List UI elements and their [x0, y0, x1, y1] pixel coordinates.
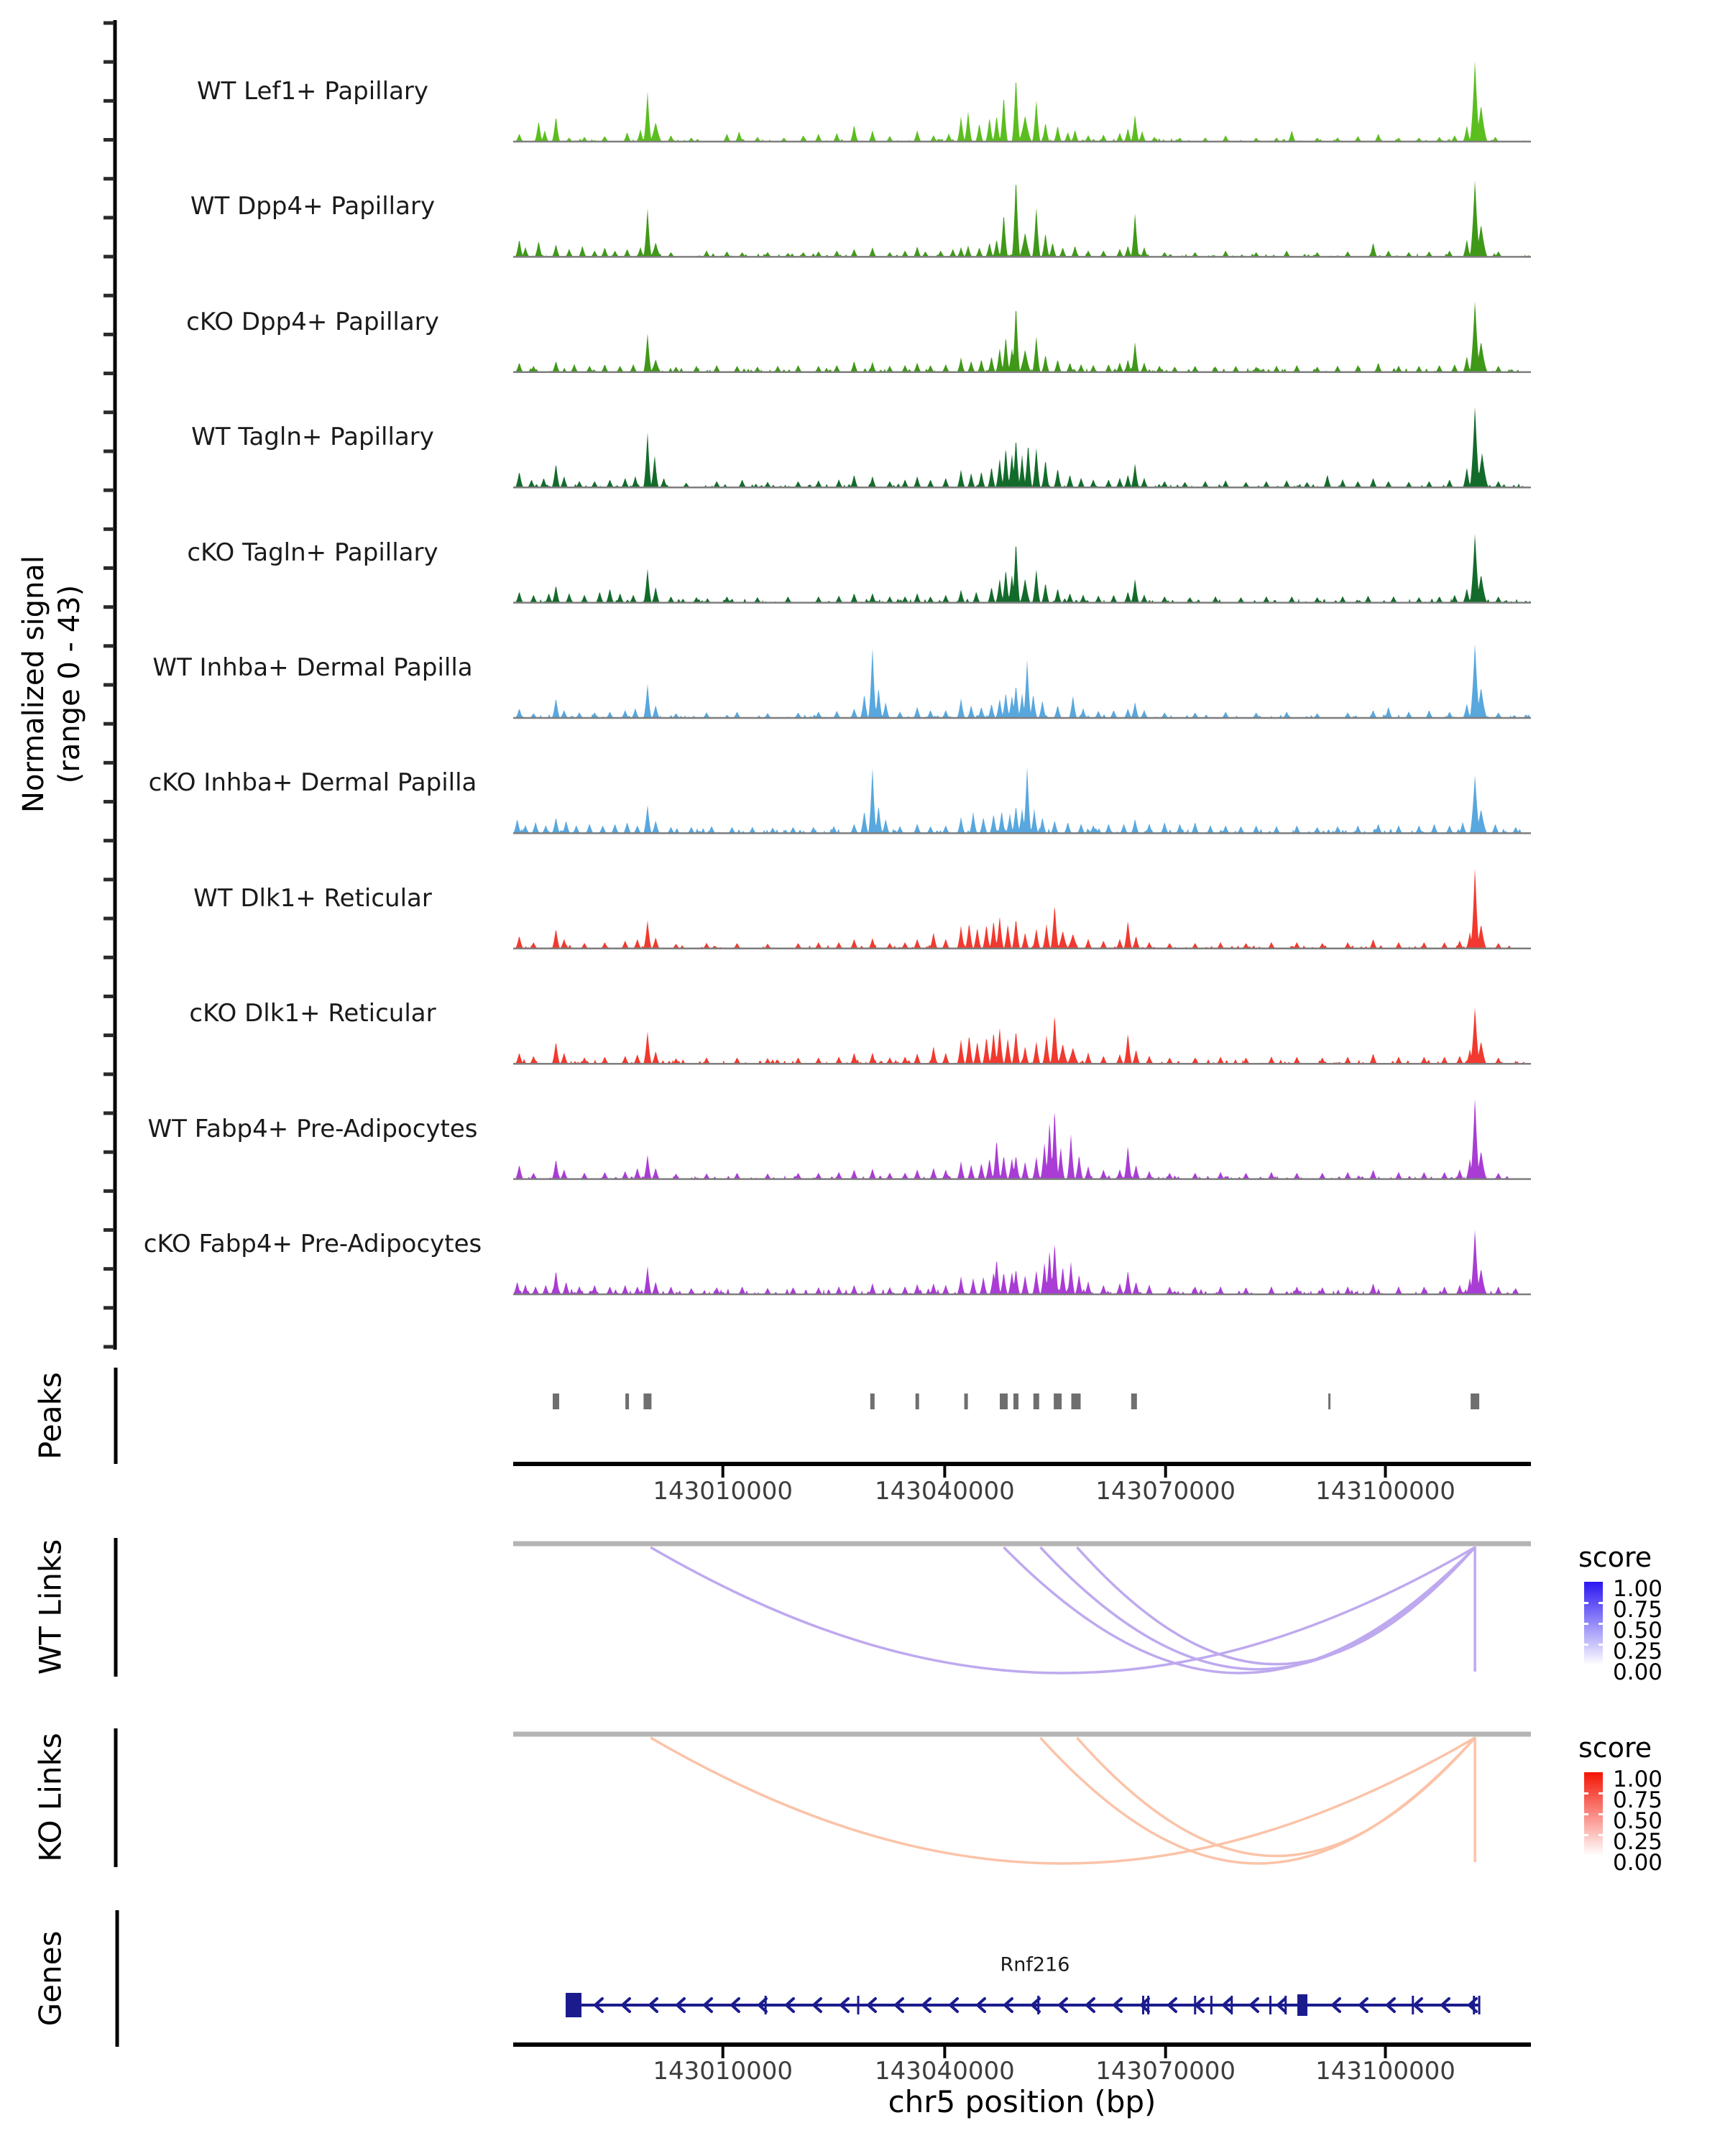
peak-box: [965, 1393, 968, 1409]
track-label: cKO Tagln+ Papillary: [187, 538, 438, 567]
x-axis-tick-label: 143070000: [1095, 2057, 1236, 2086]
track-label: WT Dpp4+ Papillary: [190, 192, 436, 221]
x-axis-tick-label: 143040000: [875, 2057, 1015, 2086]
link-arc: [650, 1738, 1475, 1864]
wt-links-score-legend: [1578, 1542, 1722, 1685]
legend-tick-mark: [1584, 1792, 1588, 1795]
track-label: WT Lef1+ Papillary: [196, 77, 429, 106]
track-label: WT Inhba+ Dermal Papilla: [152, 653, 473, 682]
legend-tick-mark: [1598, 1623, 1603, 1625]
peak-box: [1328, 1393, 1330, 1409]
signal-area-2: [513, 180, 1531, 257]
track-label: cKO Inhba+ Dermal Papilla: [148, 768, 477, 798]
legend-tick-mark: [1598, 1644, 1603, 1646]
legend-tick-label: 0.50: [1613, 1618, 1663, 1644]
y-axis-label-line1: Normalized signal: [17, 556, 50, 813]
peak-box: [1471, 1393, 1479, 1409]
legend-tick-label: 0.75: [1613, 1597, 1663, 1623]
peak-box: [1013, 1393, 1018, 1409]
signal-area-4: [513, 407, 1531, 487]
legend-tick-label: 1.00: [1613, 1576, 1663, 1602]
x-axis-title: chr5 position (bp): [888, 2084, 1156, 2119]
wt-legend-gradient-bar: [1584, 1582, 1603, 1665]
x-axis-tick-label: 143100000: [1315, 2057, 1455, 2086]
legend-tick-mark: [1598, 1602, 1603, 1604]
peak-box: [1034, 1393, 1039, 1409]
track-label: WT Tagln+ Papillary: [191, 423, 434, 452]
legend-tick-mark: [1584, 1602, 1588, 1604]
peak-box: [1000, 1393, 1008, 1409]
legend-tick-label: 1.00: [1613, 1766, 1663, 1792]
link-arc: [1077, 1738, 1475, 1856]
peak-box: [643, 1393, 651, 1409]
y-axis-label-line2: (range 0 - 43): [53, 584, 86, 784]
y-axis-label: [16, 556, 88, 813]
peak-box: [1131, 1393, 1137, 1409]
track-label: cKO Dpp4+ Papillary: [186, 307, 439, 336]
legend-tick-mark: [1598, 1792, 1603, 1795]
link-arc: [650, 1547, 1475, 1673]
signal-area-5: [513, 534, 1531, 602]
gene-terminal-exon-box: [566, 1993, 581, 2017]
legend-tick-label: 0.00: [1613, 1659, 1663, 1685]
ko-links-score-legend: [1578, 1732, 1722, 1876]
signal-area-8: [513, 868, 1531, 949]
x-axis-tick-label: 143070000: [1095, 1477, 1236, 1506]
ko-legend-tick-labels: [1613, 1766, 1663, 1876]
signal-area-7: [513, 767, 1531, 833]
legend-tick-mark: [1584, 1834, 1588, 1836]
ko-links-track-label: KO Links: [32, 1733, 68, 1862]
ko-legend-gradient-bar: [1584, 1772, 1603, 1856]
x-axis-tick-label: 143010000: [653, 2057, 794, 2086]
legend-tick-label: 0.75: [1613, 1787, 1663, 1813]
signal-area-10: [513, 1099, 1531, 1179]
link-arc: [1077, 1547, 1475, 1664]
track-label: WT Dlk1+ Reticular: [193, 883, 432, 913]
legend-tick-mark: [1598, 1834, 1603, 1836]
wt-links-track-label: WT Links: [32, 1539, 68, 1675]
legend-tick-mark: [1584, 1623, 1588, 1625]
wt-legend-tick-labels: [1613, 1576, 1663, 1685]
signal-area-9: [513, 1008, 1531, 1064]
x-axis-tick-label: 143010000: [653, 1477, 794, 1506]
signal-area-11: [513, 1230, 1531, 1295]
legend-tick-mark: [1584, 1644, 1588, 1646]
legend-tick-label: 0.25: [1613, 1829, 1663, 1855]
ko-legend-title: score: [1578, 1732, 1652, 1764]
signal-area-3: [513, 301, 1531, 372]
peak-box: [870, 1393, 875, 1409]
legend-tick-label: 0.00: [1613, 1850, 1663, 1876]
legend-tick-label: 0.50: [1613, 1808, 1663, 1834]
peak-box: [553, 1393, 559, 1409]
peak-box: [625, 1393, 629, 1409]
wt-legend-title: score: [1578, 1542, 1652, 1573]
gene-name-label: Rnf216: [1000, 1953, 1070, 1976]
gene-exon-box: [1297, 1994, 1307, 2016]
link-arc: [1004, 1547, 1476, 1673]
x-axis-tick-label: 143100000: [1315, 1477, 1455, 1506]
legend-tick-mark: [1584, 1813, 1588, 1815]
signal-area-1: [513, 61, 1531, 142]
peaks-track-label: Peaks: [32, 1372, 68, 1460]
peak-box: [1072, 1393, 1081, 1409]
peak-box: [916, 1393, 919, 1409]
legend-tick-mark: [1598, 1813, 1603, 1815]
signal-area-6: [513, 644, 1531, 718]
peak-box: [1054, 1393, 1062, 1409]
track-label: cKO Dlk1+ Reticular: [189, 999, 436, 1028]
legend-tick-label: 0.25: [1613, 1639, 1663, 1664]
genes-track-label: Genes: [32, 1930, 68, 2027]
x-axis-tick-label: 143040000: [875, 1477, 1015, 1506]
track-label: WT Fabp4+ Pre-Adipocytes: [147, 1114, 478, 1143]
track-label: cKO Fabp4+ Pre-Adipocytes: [143, 1230, 482, 1258]
